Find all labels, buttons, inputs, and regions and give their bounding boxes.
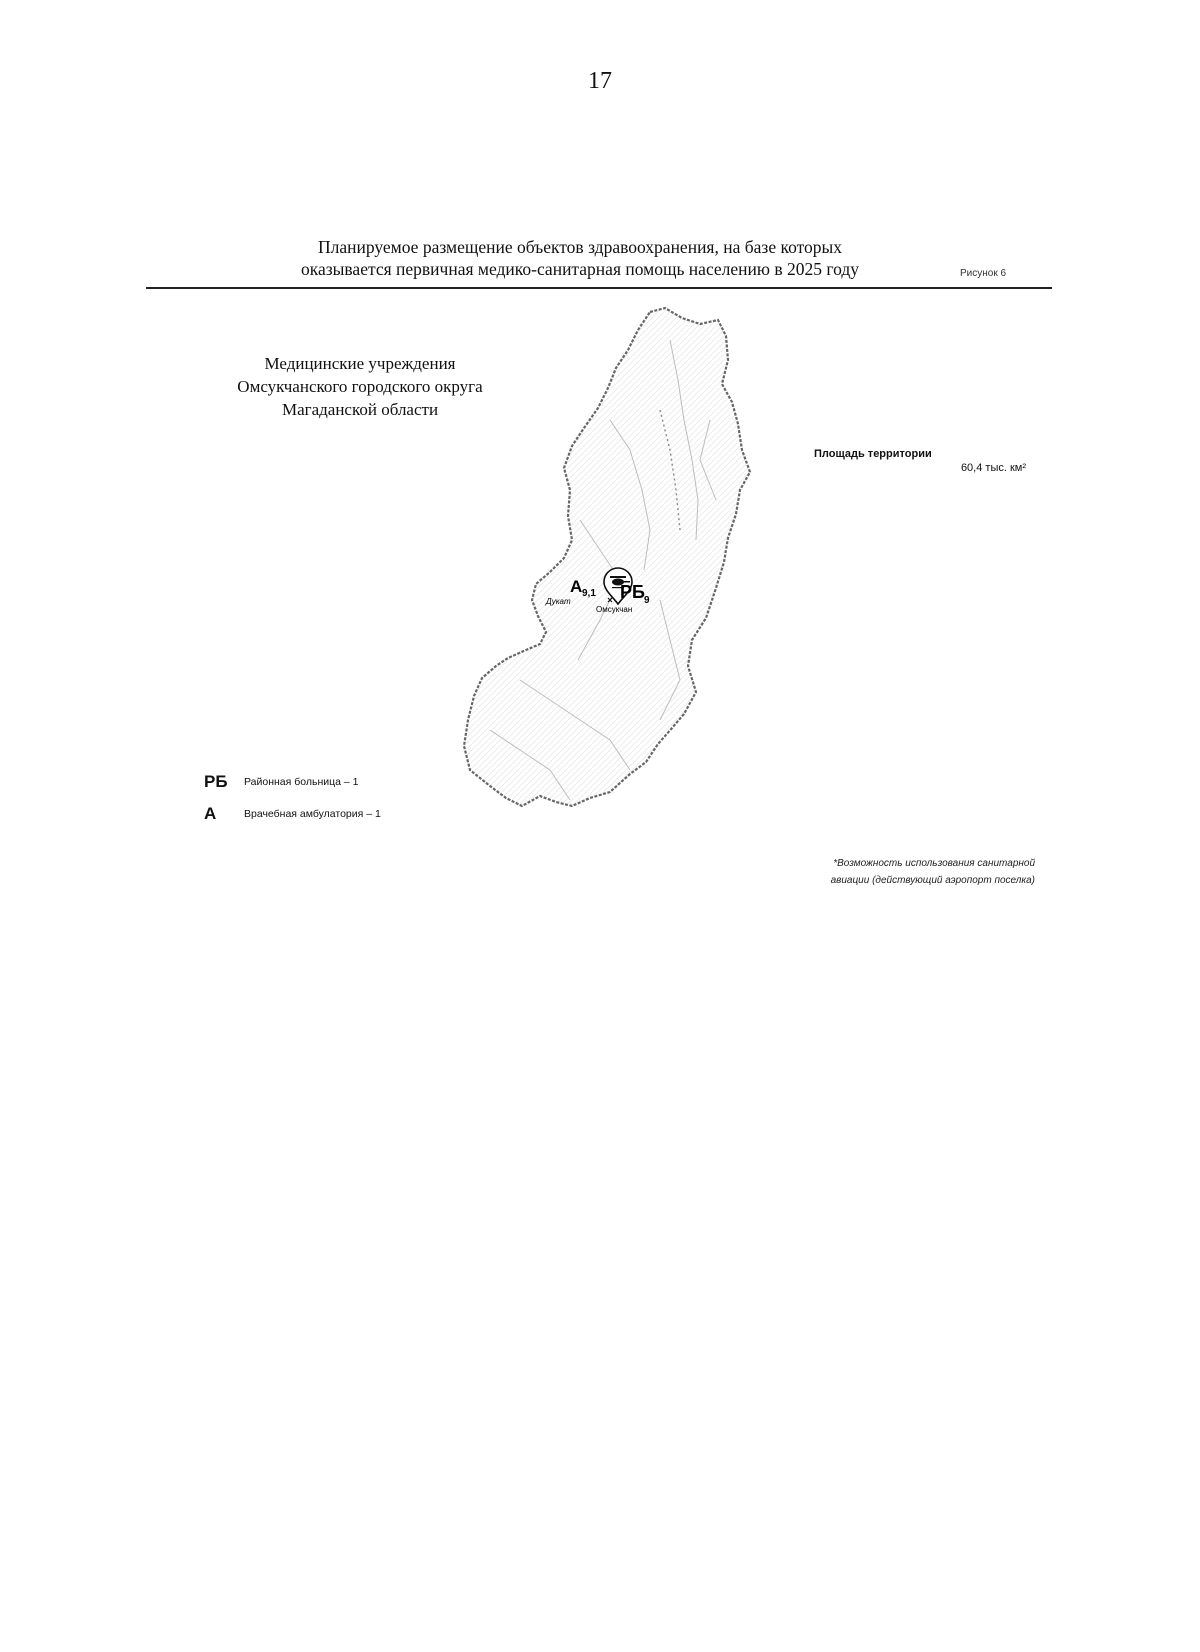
settlement-dukat: Дукат xyxy=(546,597,571,606)
legend-hospital-symbol: РБ xyxy=(204,772,228,791)
legend-ambulatory-text: Врачебная амбулатория – 1 xyxy=(244,808,381,820)
figure-title xyxy=(250,236,910,280)
legend-ambulatory-symbol: А xyxy=(204,804,217,823)
area-label: Площадь территории xyxy=(814,448,932,460)
aviation-note-line-2: авиации (действующий аэропорт поселка) xyxy=(830,875,1035,886)
hospital-index: 9 xyxy=(644,595,650,606)
map-heading-line-2: Омсукчанского городского округа xyxy=(237,377,483,396)
map-heading-line-3: Магаданской области xyxy=(281,400,439,419)
legend-hospital xyxy=(204,772,359,792)
figure-title-line-2: оказывается первичная медико-санитарная помощь населению в 2025 году xyxy=(300,259,860,279)
legend-ambulatory xyxy=(204,804,381,824)
figure-label: Рисунок 6 xyxy=(960,268,1007,279)
hospital-marker: РБ xyxy=(620,582,645,602)
area-info xyxy=(790,448,1030,474)
figure-title-line-1: Планируемое размещение объектов здравоохранения, на базе которых xyxy=(317,237,843,257)
ambulatory-marker: А xyxy=(570,577,583,596)
area-value: 60,4 тыс. км² xyxy=(960,462,1026,474)
settlement-omsukchan: Омсукчан xyxy=(596,605,633,614)
aviation-note xyxy=(770,855,1035,889)
aviation-note-line-1: *Возможность использования санитарной xyxy=(833,858,1035,869)
page-number: 17 xyxy=(588,68,612,94)
ambulatory-index: 9,1 xyxy=(582,588,596,599)
district-boundary xyxy=(464,308,750,806)
district-map xyxy=(460,300,760,840)
legend-hospital-text: Районная больница – 1 xyxy=(244,776,359,788)
map-heading-line-1: Медицинские учреждения xyxy=(264,354,456,373)
title-divider xyxy=(146,287,1052,289)
